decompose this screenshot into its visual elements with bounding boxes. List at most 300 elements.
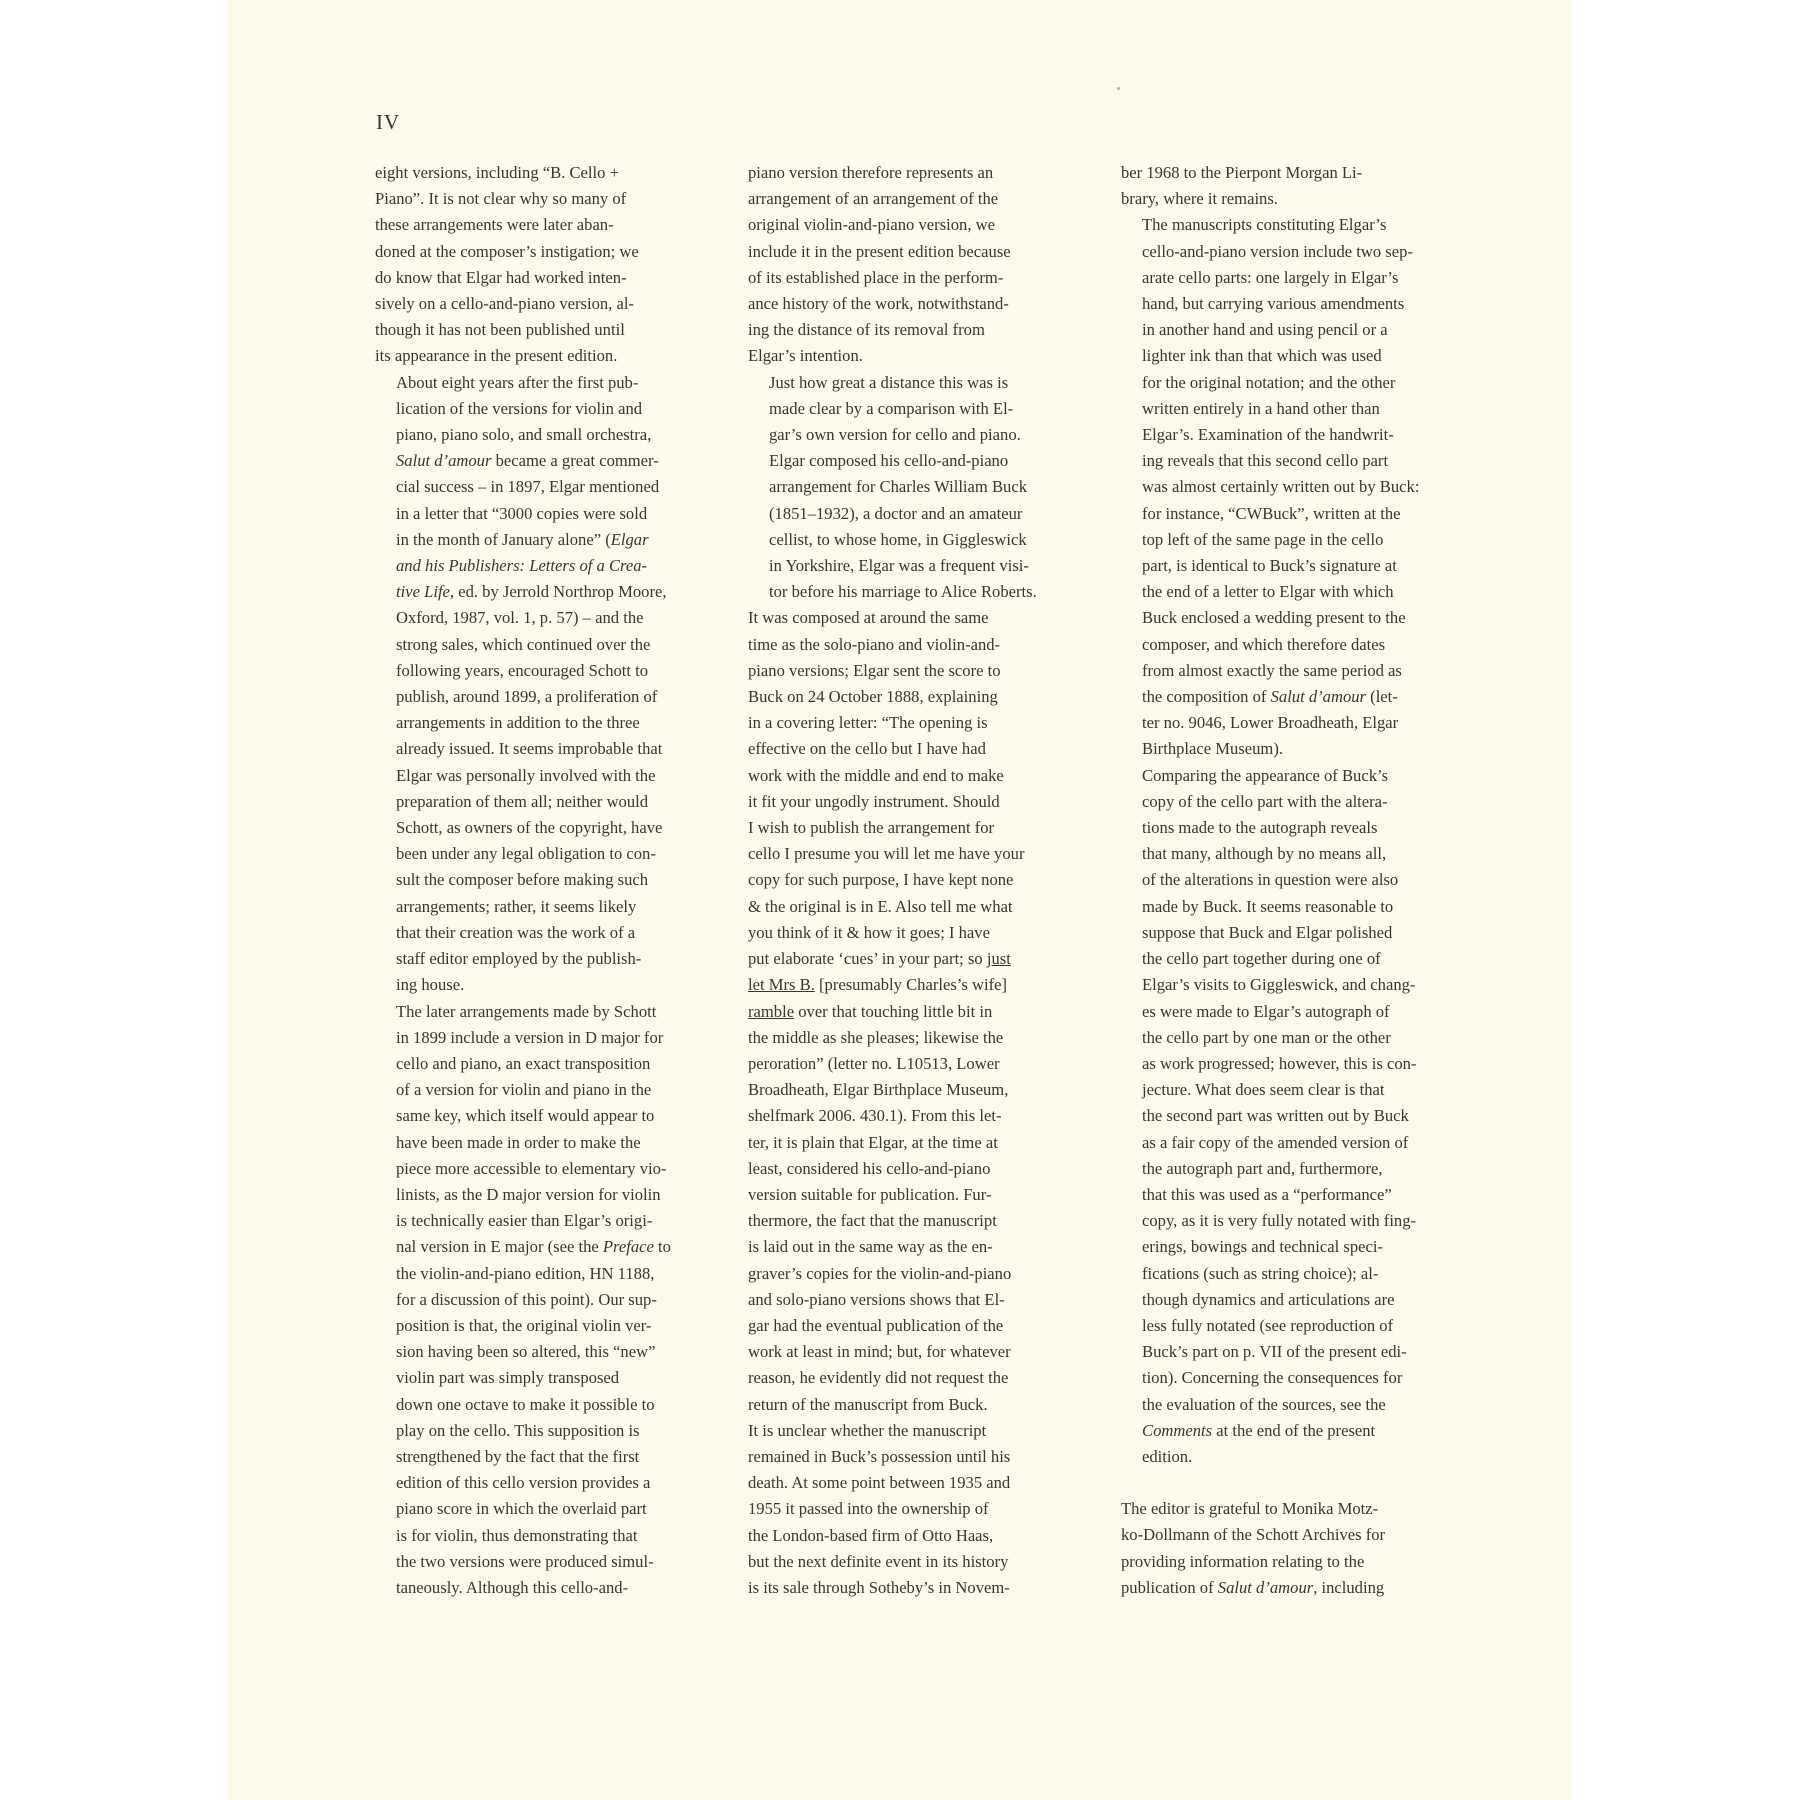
text-run: copy for such purpose, I have kept none	[748, 870, 1014, 890]
text-line	[748, 1444, 1088, 1470]
text-run: ing the distance of its removal from	[748, 320, 985, 340]
text-run: that this was used as a “performance”	[1142, 1184, 1392, 1204]
text-line	[1121, 186, 1461, 212]
text-line	[375, 841, 715, 867]
text-line	[748, 1130, 1088, 1156]
text-run: tions made to the autograph reveals	[1142, 818, 1378, 838]
text-run: the middle as she pleases; likewise the	[748, 1027, 1004, 1047]
text-run: tion). Concerning the consequences for	[1142, 1368, 1403, 1388]
text-run: strong sales, which continued over the	[396, 634, 651, 654]
text-line	[1121, 658, 1461, 684]
text-run: copy of the cello part with the altera-	[1142, 791, 1388, 811]
text-run: gar’s own version for cello and piano.	[769, 425, 1021, 445]
text-run: in the month of January alone” (	[396, 529, 611, 549]
text-run: as work progressed; however, this is con-	[1142, 1053, 1417, 1073]
text-run: though it has not been published until	[375, 320, 625, 340]
text-line	[748, 1077, 1088, 1103]
text-run: same key, which itself would appear to	[396, 1106, 655, 1126]
text-run: I wish to publish the arrangement for	[748, 818, 995, 838]
text-line	[748, 1208, 1088, 1234]
text-run: Buck on 24 October 1888, explaining	[748, 687, 998, 707]
text-line	[748, 605, 1088, 631]
text-run: put elaborate ‘cues’ in your part; so	[748, 949, 987, 969]
text-run: thermore, the fact that the manuscript	[748, 1211, 997, 1231]
text-run: following years, encouraged Schott to	[396, 660, 649, 680]
text-run: Comparing the appearance of Buck’s	[1142, 765, 1389, 785]
text-line	[748, 160, 1088, 186]
text-line	[748, 710, 1088, 736]
text-line	[375, 527, 715, 553]
text-line	[375, 999, 715, 1025]
text-run: composer, and which therefore dates	[1142, 634, 1386, 654]
text-line	[375, 736, 715, 762]
text-line	[1121, 317, 1461, 343]
text-line	[1121, 291, 1461, 317]
text-run: copy, as it is very fully notated with fing-	[1142, 1211, 1417, 1231]
text-line	[375, 1392, 715, 1418]
text-run: and solo-piano versions shows that El-	[748, 1289, 1005, 1309]
text-run: cello-and-piano version include two sep-	[1142, 241, 1413, 261]
text-run: Broadheath, Elgar Birthplace Museum,	[748, 1080, 1009, 1100]
text-line	[748, 1261, 1088, 1287]
text-line	[375, 946, 715, 972]
text-run: cial success – in 1897, Elgar mentioned	[396, 477, 660, 497]
text-line	[375, 789, 715, 815]
text-line	[1121, 370, 1461, 396]
text-run: piece more accessible to elementary vio-	[396, 1158, 667, 1178]
text-line	[1121, 1496, 1461, 1522]
text-run: It was composed at around the same	[748, 608, 989, 628]
text-run: is its sale through Sotheby’s in Novem-	[748, 1577, 1010, 1597]
text-line	[1121, 763, 1461, 789]
text-line	[375, 632, 715, 658]
paragraph	[1121, 763, 1461, 1470]
text-run: the cello part by one man or the other	[1142, 1027, 1391, 1047]
text-run: About eight years after the first pub-	[396, 372, 639, 392]
italic-title: and his Publishers: Letters of a Crea-	[396, 556, 648, 576]
text-run: preparation of them all; neither would	[396, 791, 649, 811]
text-run: taneously. Although this cello-and-	[396, 1577, 629, 1597]
text-line	[748, 579, 1088, 605]
text-run: for a discussion of this point). Our sup-	[396, 1289, 657, 1309]
text-run: ing house.	[396, 975, 465, 995]
text-line	[748, 1103, 1088, 1129]
text-line	[748, 186, 1088, 212]
underlined-text: ramble	[748, 1001, 795, 1021]
text-line	[748, 1549, 1088, 1575]
text-line	[748, 1418, 1088, 1444]
text-line	[375, 1549, 715, 1575]
text-line	[748, 343, 1088, 369]
text-run: been under any legal obligation to con-	[396, 844, 656, 864]
text-run: graver’s copies for the violin-and-piano	[748, 1263, 1012, 1283]
paragraph	[375, 370, 715, 999]
text-line	[375, 710, 715, 736]
text-line	[375, 815, 715, 841]
text-line	[375, 1025, 715, 1051]
text-line	[1121, 605, 1461, 631]
text-line	[375, 239, 715, 265]
text-run: eight versions, including “B. Cello +	[375, 163, 619, 182]
text-line	[1121, 1051, 1461, 1077]
text-line	[375, 1103, 715, 1129]
text-line	[1121, 894, 1461, 920]
text-line	[748, 1339, 1088, 1365]
text-run: Piano”. It is not clear why so many of	[375, 189, 627, 209]
text-run: piano versions; Elgar sent the score to	[748, 660, 1001, 680]
text-line	[375, 212, 715, 238]
text-run: strengthened by the fact that the first	[396, 1446, 640, 1466]
text-run: & the original is in E. Also tell me what	[748, 896, 1013, 916]
text-line	[375, 1234, 715, 1260]
text-line	[748, 212, 1088, 238]
text-run: edition.	[1142, 1446, 1193, 1466]
text-run: ing reveals that this second cello part	[1142, 451, 1389, 471]
text-line	[748, 1575, 1088, 1601]
text-run: the autograph part and, furthermore,	[1142, 1158, 1383, 1178]
text-line	[748, 291, 1088, 317]
text-run: edition of this cello version provides a	[396, 1473, 651, 1493]
text-line	[748, 763, 1088, 789]
text-line	[1121, 1208, 1461, 1234]
text-run: piano score in which the overlaid part	[396, 1499, 647, 1519]
text-run: for the original notation; and the other	[1142, 372, 1396, 392]
text-run: piano, piano solo, and small orchestra,	[396, 425, 652, 445]
text-run: Schott, as owners of the copyright, have	[396, 818, 663, 838]
text-line	[748, 1287, 1088, 1313]
text-run: Oxford, 1987, vol. 1, p. 57) – and the	[396, 608, 644, 628]
paragraph	[375, 999, 715, 1602]
text-run: reason, he evidently did not request the	[748, 1368, 1009, 1388]
text-line	[1121, 920, 1461, 946]
text-run: was almost certainly written out by Buck:	[1142, 477, 1420, 497]
text-run: made by Buck. It seems reasonable to	[1142, 896, 1394, 916]
italic-title: Salut d’amour	[1270, 687, 1367, 707]
text-run: Elgar composed his cello-and-piano	[769, 451, 1009, 471]
text-line	[1121, 999, 1461, 1025]
text-line	[1121, 1392, 1461, 1418]
text-run: linists, as the D major version for violin	[396, 1184, 661, 1204]
text-column-3	[1121, 160, 1461, 1601]
text-run: 1955 it passed into the ownership of	[748, 1499, 989, 1519]
text-line	[375, 1130, 715, 1156]
text-run: at the end of the present	[1212, 1420, 1376, 1440]
text-line	[375, 1208, 715, 1234]
text-run: , including	[1313, 1577, 1385, 1597]
text-line	[375, 501, 715, 527]
text-line	[375, 448, 715, 474]
text-run: sively on a cello-and-piano version, al-	[375, 294, 634, 314]
text-line	[1121, 1077, 1461, 1103]
text-run: lighter ink than that which was used	[1142, 346, 1382, 366]
text-run: gar had the eventual publication of the	[748, 1315, 1004, 1335]
text-line	[1121, 579, 1461, 605]
text-run: Buck’s part on p. VII of the present edi-	[1142, 1342, 1407, 1362]
text-run: nal version in E major (see the	[396, 1237, 603, 1257]
text-run: the composition of	[1142, 687, 1271, 707]
text-line	[748, 684, 1088, 710]
text-line	[375, 160, 715, 186]
text-line	[375, 1051, 715, 1077]
text-run: The later arrangements made by Schott	[396, 1001, 657, 1021]
paragraph	[748, 1418, 1088, 1601]
text-run: these arrangements were later aban-	[375, 215, 614, 235]
text-run: as a fair copy of the amended version of	[1142, 1132, 1409, 1152]
text-line	[748, 841, 1088, 867]
text-run: cello and piano, an exact transposition	[396, 1053, 651, 1073]
text-line	[375, 1287, 715, 1313]
text-run: version suitable for publication. Fur-	[748, 1184, 992, 1204]
text-line	[375, 343, 715, 369]
text-run: the end of a letter to Elgar with which	[1142, 582, 1394, 602]
text-line	[748, 448, 1088, 474]
page-number: IV	[376, 110, 401, 134]
text-run: original violin-and-piano version, we	[748, 215, 996, 235]
text-run: the London-based firm of Otto Haas,	[748, 1525, 994, 1545]
paragraph	[748, 160, 1088, 370]
text-line	[375, 763, 715, 789]
text-line	[748, 972, 1088, 998]
text-line	[375, 1261, 715, 1287]
paragraph	[1121, 1496, 1461, 1601]
text-run: erings, bowings and technical speci-	[1142, 1237, 1383, 1257]
text-line	[1121, 684, 1461, 710]
italic-title: Salut d’amour	[396, 451, 492, 471]
text-run: arrangement for Charles William Buck	[769, 477, 1027, 497]
text-run: lication of the versions for violin and	[396, 398, 643, 418]
text-line	[1121, 527, 1461, 553]
text-run: tor before his marriage to Alice Roberts.	[769, 582, 1037, 602]
text-line	[375, 422, 715, 448]
text-line	[375, 1365, 715, 1391]
text-run: it fit your ungodly instrument. Should	[748, 791, 1000, 811]
text-line	[748, 658, 1088, 684]
paragraph	[1121, 160, 1461, 212]
text-run: (let-	[1366, 687, 1398, 707]
text-line	[748, 501, 1088, 527]
text-line	[748, 1025, 1088, 1051]
text-run: sion having been so altered, this “new”	[396, 1342, 656, 1362]
text-run: fications (such as string choice); al-	[1142, 1263, 1379, 1283]
text-run: Elgar’s intention.	[748, 346, 863, 366]
paragraph	[1121, 212, 1461, 762]
text-run: publish, around 1899, a proliferation of	[396, 687, 658, 707]
text-line	[375, 474, 715, 500]
text-run: you think of it & how it goes; I have	[748, 922, 990, 942]
text-line	[1121, 212, 1461, 238]
text-line	[1121, 736, 1461, 762]
text-line	[1121, 867, 1461, 893]
text-line	[748, 1051, 1088, 1077]
text-line	[1121, 553, 1461, 579]
text-line	[748, 422, 1088, 448]
italic-title: Comments	[1142, 1420, 1213, 1440]
text-run: The editor is grateful to Monika Motz-	[1121, 1499, 1379, 1519]
text-line	[748, 370, 1088, 396]
text-line	[375, 291, 715, 317]
text-run: least, considered his cello-and-piano	[748, 1158, 991, 1178]
text-run: top left of the same page in the cello	[1142, 529, 1384, 549]
text-line	[1121, 1575, 1461, 1601]
text-line	[1121, 789, 1461, 815]
text-run: already issued. It seems improbable that	[396, 739, 663, 759]
text-run: the evaluation of the sources, see the	[1142, 1394, 1386, 1414]
text-run: down one octave to make it possible to	[396, 1394, 655, 1414]
text-run: though dynamics and articulations are	[1142, 1289, 1395, 1309]
text-run: ko-Dollmann of the Schott Archives for	[1121, 1525, 1386, 1545]
text-run: es were made to Elgar’s autograph of	[1142, 1001, 1390, 1021]
text-line	[748, 1523, 1088, 1549]
text-run: piano version therefore represents an	[748, 163, 994, 182]
text-run: less fully notated (see reproduction of	[1142, 1315, 1394, 1335]
text-line	[1121, 160, 1461, 186]
text-line	[748, 527, 1088, 553]
text-line	[375, 972, 715, 998]
underlined-text: just	[986, 949, 1011, 969]
text-run: in Yorkshire, Elgar was a frequent visi-	[769, 556, 1029, 576]
text-line	[748, 815, 1088, 841]
text-run: publication of	[1121, 1577, 1218, 1597]
text-run: written entirely in a hand other than	[1142, 398, 1380, 418]
text-run: Elgar’s. Examination of the handwrit-	[1142, 425, 1394, 445]
text-run: in a letter that “3000 copies were sold	[396, 503, 648, 523]
text-run: sult the composer before making such	[396, 870, 649, 890]
text-line	[748, 736, 1088, 762]
text-line	[375, 658, 715, 684]
text-line	[748, 317, 1088, 343]
text-line	[1121, 1261, 1461, 1287]
text-line	[1121, 1130, 1461, 1156]
text-line	[375, 1313, 715, 1339]
italic-title: Preface	[602, 1237, 654, 1257]
text-run: in 1899 include a version in D major for	[396, 1027, 664, 1047]
text-line	[375, 186, 715, 212]
text-run: [presumably Charles’s wife]	[814, 975, 1008, 995]
text-line	[1121, 1365, 1461, 1391]
text-run: Buck enclosed a wedding present to the	[1142, 608, 1406, 628]
text-line	[1121, 972, 1461, 998]
text-run: is technically easier than Elgar’s origi-	[396, 1211, 653, 1231]
text-run: violin part was simply transposed	[396, 1368, 620, 1388]
underlined-text: let Mrs B.	[748, 975, 815, 995]
text-run: arrangements in addition to the three	[396, 713, 640, 733]
text-line	[375, 317, 715, 343]
text-run: cellist, to whose home, in Giggleswick	[769, 529, 1027, 549]
text-run: time as the solo-piano and violin-and-	[748, 634, 1001, 654]
text-line	[375, 1575, 715, 1601]
text-run: do know that Elgar had worked inten-	[375, 267, 627, 287]
text-column-1	[375, 160, 715, 1601]
text-column-2	[748, 160, 1088, 1601]
text-line	[375, 396, 715, 422]
text-run: its appearance in the present edition.	[375, 346, 618, 366]
text-run: the violin-and-piano edition, HN 1188,	[396, 1263, 655, 1283]
text-run: include it in the present edition because	[748, 241, 1011, 261]
paragraph	[375, 160, 715, 370]
text-run: is for violin, thus demonstrating that	[396, 1525, 638, 1545]
text-run: position is that, the original violin ver-	[396, 1315, 652, 1335]
text-line	[748, 1392, 1088, 1418]
text-run: effective on the cello but I have had	[748, 739, 986, 759]
text-line	[1121, 632, 1461, 658]
text-line	[1121, 710, 1461, 736]
text-run: suppose that Buck and Elgar polished	[1142, 922, 1393, 942]
text-line	[748, 1234, 1088, 1260]
text-run: (1851–1932), a doctor and an amateur	[769, 503, 1023, 523]
text-line	[1121, 1549, 1461, 1575]
text-run: brary, where it remains.	[1121, 189, 1278, 209]
text-run: jecture. What does seem clear is that	[1142, 1080, 1385, 1100]
text-run: shelfmark 2006. 430.1). From this let-	[748, 1106, 1002, 1126]
text-line	[748, 632, 1088, 658]
text-run: that many, although by no means all,	[1142, 844, 1387, 864]
text-line	[748, 1496, 1088, 1522]
italic-title: Salut d’amour	[1217, 1577, 1314, 1597]
text-run: hand, but carrying various amendments	[1142, 294, 1405, 314]
text-line	[1121, 1418, 1461, 1444]
text-run: of the alterations in question were also	[1142, 870, 1399, 890]
text-run: remained in Buck’s possession until his	[748, 1446, 1011, 1466]
text-run: , ed. by Jerrold Northrop Moore,	[449, 582, 667, 602]
text-run: work at least in mind; but, for whatever	[748, 1342, 1011, 1362]
text-run: ter no. 9046, Lower Broadheath, Elgar	[1142, 713, 1399, 733]
text-run: work with the middle and end to make	[748, 765, 1004, 785]
text-run: cello I presume you will let me have your	[748, 844, 1025, 864]
text-line	[1121, 815, 1461, 841]
text-run: play on the cello. This supposition is	[396, 1420, 640, 1440]
text-run: from almost exactly the same period as	[1142, 660, 1402, 680]
text-run: in a covering letter: “The opening is	[748, 713, 988, 733]
text-line	[1121, 265, 1461, 291]
text-line	[1121, 448, 1461, 474]
text-line	[748, 265, 1088, 291]
text-line	[375, 1470, 715, 1496]
text-line	[375, 920, 715, 946]
text-run: is laid out in the same way as the en-	[748, 1237, 993, 1257]
text-run: arate cello parts: one largely in Elgar’s	[1142, 267, 1399, 287]
text-run: over that touching little bit in	[794, 1001, 993, 1021]
text-line	[1121, 1339, 1461, 1365]
text-line	[375, 370, 715, 396]
text-run: Elgar’s visits to Giggleswick, and chang-	[1142, 975, 1416, 995]
text-line	[748, 1156, 1088, 1182]
text-line	[375, 605, 715, 631]
text-run: return of the manuscript from Buck.	[748, 1394, 988, 1414]
text-run: doned at the composer’s instigation; we	[375, 241, 639, 261]
text-run: of a version for violin and piano in the	[396, 1080, 652, 1100]
text-line	[748, 239, 1088, 265]
text-line	[1121, 1287, 1461, 1313]
text-run: Birthplace Museum).	[1142, 739, 1284, 759]
text-run: ber 1968 to the Pierpont Morgan Li-	[1121, 163, 1363, 182]
text-line	[748, 946, 1088, 972]
text-line	[748, 474, 1088, 500]
text-line	[1121, 946, 1461, 972]
text-run: but the next definite event in its history	[748, 1551, 1009, 1571]
text-line	[375, 553, 715, 579]
text-run: the second part was written out by Buck	[1142, 1106, 1409, 1126]
text-line	[375, 684, 715, 710]
text-line	[1121, 1025, 1461, 1051]
text-run: in another hand and using pencil or a	[1142, 320, 1388, 340]
text-line	[375, 1444, 715, 1470]
text-line	[748, 1365, 1088, 1391]
text-line	[1121, 1522, 1461, 1548]
text-line	[375, 1156, 715, 1182]
text-run: Just how great a distance this was is	[769, 372, 1009, 392]
text-line	[375, 1182, 715, 1208]
text-line	[1121, 474, 1461, 500]
